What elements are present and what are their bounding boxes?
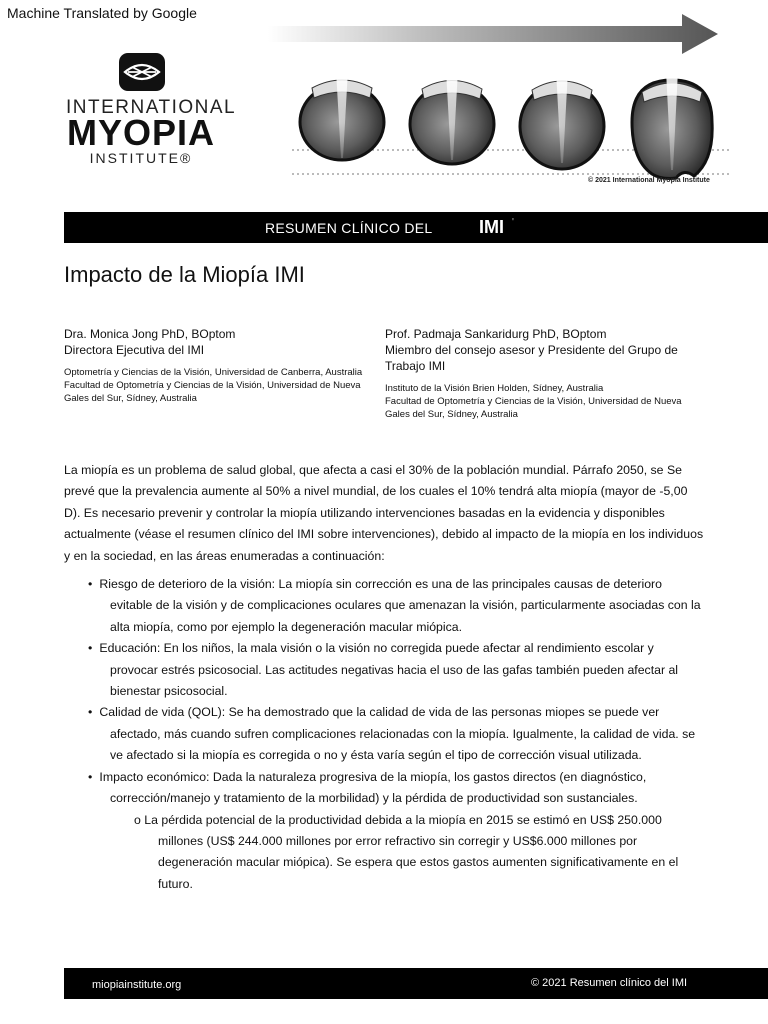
eye-illustration-2 [410, 70, 494, 164]
list-item-text: Riesgo de deterioro de la visión: La miopía sin corrección es una de las principales causas de deterioro evitable de la visión y de complicaciones oculares que amenazan la visión, particularmente asociadas con la alta miopía, como por ejemplo la degeneración macular miópica. [99, 577, 701, 634]
eye-illustration-3 [520, 70, 604, 169]
illustration-credit: © 2021 International Myopia Institute [588, 177, 710, 184]
bullet-marker: • [88, 769, 93, 784]
list-item [64, 767, 704, 810]
header-illustration [262, 10, 762, 192]
sub-list-item [64, 810, 704, 896]
clinical-summary-banner [64, 212, 768, 243]
list-item [64, 574, 704, 638]
footer-website: miopiainstitute.org [92, 979, 182, 991]
author-affiliation: Instituto de la Visión Brien Holden, Sídney, Australia [385, 383, 604, 394]
author-block [64, 326, 364, 405]
body-content [64, 460, 704, 895]
author-affiliation: Optometría y Ciencias de la Visión, Universidad de Canberra, Australia [64, 367, 363, 378]
author-name: Dra. Monica Jong PhD, BOptom [64, 327, 236, 341]
bullet-marker: • [88, 577, 93, 592]
logo-text-international: INTERNATIONAL [66, 97, 237, 118]
author-name: Prof. Padmaja Sankaridurg PhD, BOptom [385, 327, 607, 341]
logo-text-myopia: MYOPIA [66, 112, 215, 153]
banner-label: RESUMEN CLÍNICO DEL [265, 220, 433, 236]
bullet-marker: • [88, 641, 93, 656]
bullet-marker: • [88, 705, 93, 720]
banner-imi: IMI [479, 217, 504, 237]
list-item-text: Impacto económico: Dada la naturaleza progresiva de la miopía, los gastos directos (en diagnóstico, corrección/manejo y tratamiento de la morbilidad) y la pérdida de productividad son sustanciales. [99, 769, 647, 806]
page-footer [64, 968, 768, 999]
sub-list-item-text: La pérdida potencial de la productividad debida a la miopía en 2015 se estimó en US$ 250.000 millones (US$ 244.000 millones por error refractivo sin corregir y US$6.000 millones por degeneración macular miópica). Se espera que estos gastos aumenten significativamente en el futuro. [144, 812, 679, 891]
author-affiliation: Facultad de Optometría y Ciencias de la Visión, Universidad de Nueva Gales del Sur, Sídney, Australia [385, 396, 682, 420]
logo-text-institute: INSTITUTE® [89, 150, 193, 166]
author-role: Miembro del consejo asesor y Presidente del Grupo de Trabajo IMI [385, 343, 678, 373]
eye-illustration-1 [300, 70, 384, 160]
logo-eye-icon [118, 52, 166, 92]
footer-copyright: © 2021 Resumen clínico del IMI [531, 977, 688, 989]
translation-note: Machine Translated by Google [7, 5, 197, 21]
impact-list [64, 574, 704, 809]
eye-illustration-4 [632, 70, 712, 179]
author-role: Directora Ejecutiva del IMI [64, 343, 205, 357]
list-item [64, 702, 704, 766]
page-title: Impacto de la Miopía IMI [64, 262, 305, 287]
list-item [64, 638, 704, 702]
list-item-text: Calidad de vida (QOL): Se ha demostrado que la calidad de vida de las personas miopes se puede ver afectado, más cuando sufren complicaciones relacionadas con la miopía. Igualmente, la calidad de vida. se ve afectado si la miopía es corregida o no y ésta varía según el tipo de corrección visual utilizada. [99, 705, 696, 763]
author-block [385, 326, 685, 421]
banner-mark: ' [512, 217, 514, 228]
intro-paragraph: La miopía es un problema de salud global, que afecta a casi el 30% de la población mundial. Párrafo 2050, se Se prevé que la prevalencia aumente al 50% a nivel mundial, de los cuales el 10% tendrá alta miopía (mayor de -5,00 D). Es necesario prevenir y controlar la miopía utilizando intervenciones basadas en la evidencia y disponibles actualmente (véase el resumen clínico del IMI sobre intervenciones), debido al impacto de la miopía en los individuos y en la sociedad, en las áreas enumeradas a continuación: [64, 463, 704, 563]
progression-arrow-icon [268, 14, 718, 54]
author-affiliation: Facultad de Optometría y Ciencias de la Visión, Universidad de Nueva Gales del Sur, Sídney, Australia [64, 380, 361, 404]
sub-bullet-marker: o [134, 812, 141, 827]
list-item-text: Educación: En los niños, la mala visión o la visión no corregida puede afectar al rendimiento escolar y provocar estrés psicosocial. Las actitudes negativas hacia el uso de las gafas también pueden afectar al bienestar psicosocial. [99, 641, 679, 699]
